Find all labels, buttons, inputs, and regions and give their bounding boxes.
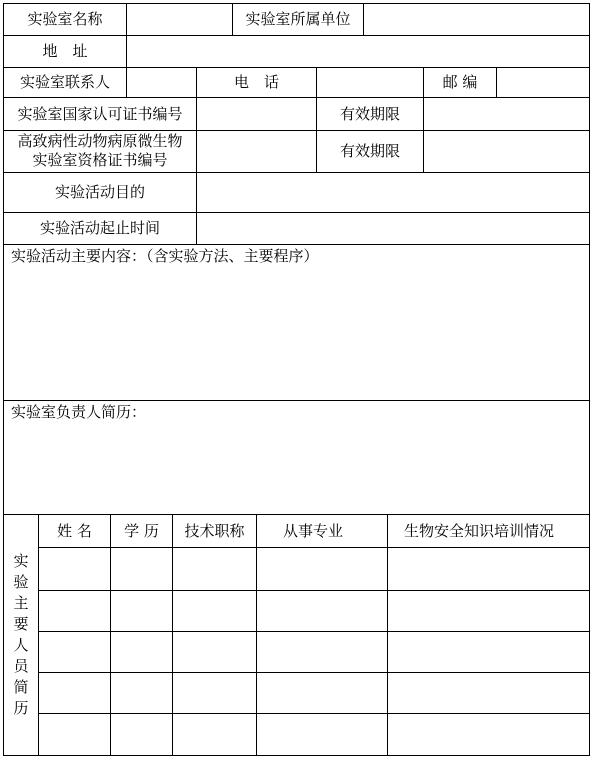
staff-cell[interactable] — [173, 591, 256, 631]
director-label: 实验室负责人简历： — [11, 403, 147, 421]
staff-header-specialty: 从事专业 — [282, 522, 343, 540]
staff-cell[interactable] — [173, 673, 256, 713]
content-field[interactable] — [4, 268, 589, 400]
staff-header-training: 生物安全知识培训情况 — [403, 522, 554, 540]
validity-label-1: 有效期限 — [339, 105, 400, 123]
contact-field[interactable] — [127, 68, 196, 97]
cert-no-field[interactable] — [197, 98, 316, 130]
staff-cell[interactable] — [257, 632, 387, 672]
staff-cell[interactable] — [257, 714, 387, 755]
staff-cell[interactable] — [388, 632, 589, 672]
staff-cell[interactable] — [111, 673, 172, 713]
validity-field-1[interactable] — [424, 98, 589, 130]
period-label: 实验活动起止时间 — [39, 219, 160, 237]
purpose-label: 实验活动目的 — [54, 183, 145, 201]
lab-name-field[interactable] — [127, 4, 232, 35]
unit-field[interactable] — [364, 4, 589, 35]
address-field[interactable] — [127, 36, 589, 67]
lab-name-label: 实验室名称 — [27, 10, 103, 28]
staff-cell[interactable] — [111, 632, 172, 672]
staff-cell[interactable] — [257, 591, 387, 631]
staff-cell[interactable] — [39, 591, 110, 631]
pathogen-cert-label-line1: 高致病性动物病原微生物 — [17, 132, 183, 150]
staff-cell[interactable] — [39, 714, 110, 755]
staff-cell[interactable] — [111, 591, 172, 631]
pathogen-cert-label-line2: 实验室资格证书编号 — [32, 151, 168, 169]
cert-no-label: 实验室国家认可证书编号 — [17, 105, 183, 123]
staff-cell[interactable] — [173, 548, 256, 590]
unit-label: 实验室所属单位 — [245, 10, 351, 28]
staff-cell[interactable] — [388, 673, 589, 713]
pathogen-cert-field[interactable] — [197, 131, 316, 172]
staff-header-title: 技术职称 — [184, 522, 245, 540]
address-label: 地 址 — [42, 42, 88, 60]
phone-field[interactable] — [317, 68, 423, 97]
staff-cell[interactable] — [257, 548, 387, 590]
content-label: 实验活动主要内容：（含实验方法、主要程序） — [11, 247, 319, 265]
staff-cell[interactable] — [388, 714, 589, 755]
postcode-field[interactable] — [497, 68, 589, 97]
staff-cell[interactable] — [39, 673, 110, 713]
staff-cell[interactable] — [388, 591, 589, 631]
purpose-field[interactable] — [197, 173, 589, 212]
period-field[interactable] — [197, 213, 589, 244]
staff-cell[interactable] — [39, 548, 110, 590]
staff-header-name: 姓 名 — [57, 522, 92, 540]
staff-cell[interactable] — [388, 548, 589, 590]
staff-header-education: 学 历 — [124, 522, 159, 540]
validity-label-2: 有效期限 — [339, 142, 400, 160]
phone-label: 电 话 — [233, 73, 279, 91]
staff-section-label: 实验主要人员简历 — [13, 552, 29, 717]
director-field[interactable] — [4, 424, 589, 514]
staff-cell[interactable] — [173, 632, 256, 672]
staff-cell[interactable] — [257, 673, 387, 713]
postcode-label: 邮 编 — [442, 73, 478, 91]
staff-cell[interactable] — [111, 714, 172, 755]
staff-cell[interactable] — [111, 548, 172, 590]
validity-field-2[interactable] — [424, 131, 589, 172]
staff-cell[interactable] — [39, 632, 110, 672]
staff-cell[interactable] — [173, 714, 256, 755]
contact-label: 实验室联系人 — [19, 73, 110, 91]
